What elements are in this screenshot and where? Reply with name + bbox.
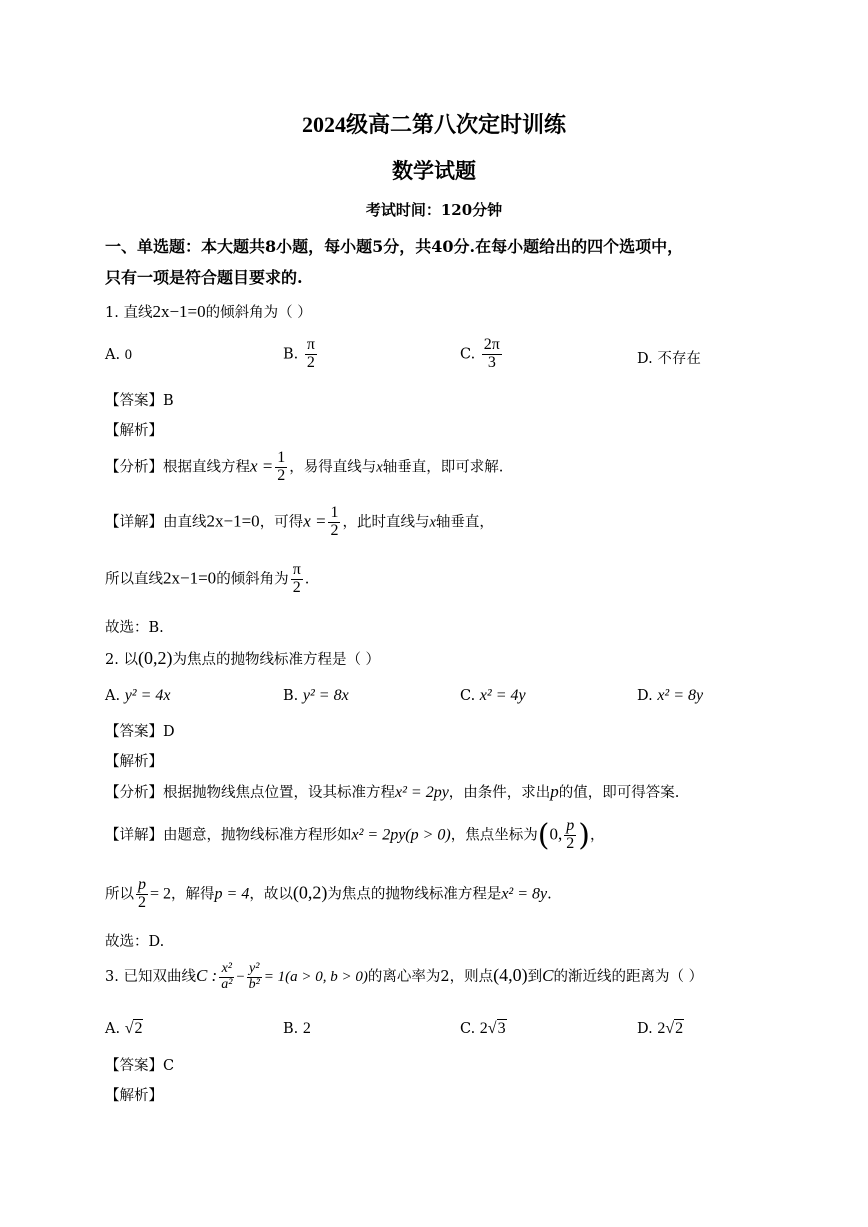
q1-xiangjie-num: 1 xyxy=(330,504,339,521)
section-heading-line1: 一、单选题：本大题共8小题，每小题5分，共40分.在每小题给出的四个选项中， xyxy=(105,237,684,256)
q2-xiangjie-den: 2 xyxy=(566,835,575,852)
q1-option-b-fraction xyxy=(305,337,317,372)
q3-stem-cond: = 1(a > 0, b > 0) xyxy=(263,969,368,986)
q3-option-a-label: A. xyxy=(105,1021,121,1037)
q2-fenxi xyxy=(105,781,679,802)
q1-fenxi xyxy=(105,450,503,485)
q1-option-a-label: A. xyxy=(105,347,121,363)
q2-suoyi-mid: ，解得 xyxy=(171,886,215,903)
q3-answer: 【答案】C xyxy=(105,1058,175,1074)
q3-option-c-label: C. xyxy=(460,1021,476,1037)
q1-stem-prefix: 直线 xyxy=(123,305,153,321)
q2-suoyi-mid3: 为焦点的抛物线标准方程是 xyxy=(327,886,502,903)
q2-xiangjie-eq: x² = 2py(p > 0) xyxy=(351,826,451,844)
q1-option-c-fraction xyxy=(482,337,502,372)
q3-option-d-coef: 2 xyxy=(657,1020,666,1037)
q2-option-a-label: A. xyxy=(105,688,121,704)
q1-option-c xyxy=(460,337,504,372)
q1-stem xyxy=(105,301,312,322)
q3-option-d-radicand: 2 xyxy=(675,1020,684,1037)
q2-option-d-value: x² = 8y xyxy=(657,687,704,704)
q1-suoyi-mid: 的倾斜角为 xyxy=(216,571,289,588)
q2-option-b-value: y² = 8x xyxy=(302,687,349,704)
q2-option-d-label: D. xyxy=(637,688,653,704)
q1-option-c-num: 2π xyxy=(483,336,500,353)
q2-stem xyxy=(105,648,380,669)
q2-xiangjie-num: p xyxy=(566,817,575,835)
q3-option-c-coef: 2 xyxy=(479,1020,488,1037)
q1-guxuan: 故选：B. xyxy=(105,620,164,636)
q3-analysis-label: 【解析】 xyxy=(105,1088,163,1104)
exam-time: 考试时间：120分钟 xyxy=(365,201,503,219)
q2-suoyi-den: 2 xyxy=(138,893,146,911)
q2-stem-suffix: 为焦点的抛物线标准方程是（ ） xyxy=(172,652,381,668)
q1-fenxi-den: 2 xyxy=(277,466,286,484)
q1-suoyi-den: 2 xyxy=(292,578,301,596)
q1-suoyi-fraction xyxy=(291,562,303,597)
q2-fenxi-var: p xyxy=(550,782,559,801)
q1-xiangjie-var: x xyxy=(429,514,436,531)
q2-number: 2. xyxy=(105,652,119,668)
document-title: 2024级高二第八次定时训练 xyxy=(301,112,566,137)
q1-fenxi-var: x xyxy=(376,459,383,476)
q3-option-b-value: 2 xyxy=(302,1020,311,1037)
q2-suoyi-p: p = 4 xyxy=(214,885,250,903)
q1-xiangjie-suffix: 轴垂直， xyxy=(435,514,494,531)
q3-stem-frac1-den: a² xyxy=(221,976,233,992)
q3-stem-frac2-den: b² xyxy=(248,976,260,992)
q1-fenxi-fraction xyxy=(275,450,287,485)
q2-option-a xyxy=(105,687,171,705)
q1-suoyi-end: . xyxy=(304,571,310,588)
q1-number: 1. xyxy=(105,305,119,321)
q2-xiangjie-paren-right: ) xyxy=(578,818,590,853)
q1-fenxi-eq: x = xyxy=(250,456,274,476)
document-subtitle: 数学试题 xyxy=(392,158,476,183)
q2-analysis-label: 【解析】 xyxy=(105,754,163,770)
q1-xiangjie-mid: ，可得 xyxy=(259,514,304,531)
q3-option-d-label: D. xyxy=(637,1021,653,1037)
q3-stem-prefix: 已知双曲线 xyxy=(123,969,196,986)
section-heading-line2: 只有一项是符合题目要求的. xyxy=(105,268,303,287)
q1-option-b-den: 2 xyxy=(306,353,315,371)
q2-suoyi-end: . xyxy=(547,886,552,903)
q2-xiangjie-end: ， xyxy=(589,827,605,844)
q1-xiangjie-fraction xyxy=(328,505,340,540)
q1-fenxi-mid: ，易得直线与 xyxy=(289,459,377,476)
q1-xiangjie-mid2: ，此时直线与 xyxy=(342,514,430,531)
q2-fenxi-suffix: 的值，即可得答案. xyxy=(558,785,680,801)
q3-stem-c: C : xyxy=(195,966,218,986)
q1-option-c-label: C. xyxy=(460,346,476,363)
q3-stem-c2: C xyxy=(542,966,554,986)
q1-xiangjie-den: 2 xyxy=(330,521,339,539)
q1-fenxi-num: 1 xyxy=(277,449,286,466)
q2-stem-prefix: 以 xyxy=(123,652,138,668)
q1-option-a-value: 0 xyxy=(124,347,132,363)
q3-stem-frac1 xyxy=(219,962,234,992)
q1-option-a xyxy=(105,347,132,364)
q2-suoyi-point: (0,2) xyxy=(292,882,328,903)
q2-xiangjie-fraction xyxy=(564,818,576,853)
q2-fenxi-eq: x² = 2py xyxy=(395,784,449,801)
q3-stem-mid: 的离心率为2，则点 xyxy=(367,969,494,986)
q1-xiangjie xyxy=(105,505,494,540)
q1-stem-suffix: 的倾斜角为（ ） xyxy=(205,305,312,321)
q3-option-d xyxy=(637,1020,684,1038)
q3-number: 3. xyxy=(105,969,119,986)
q2-suoyi-mid2: ，故以 xyxy=(249,886,293,903)
q1-suoyi-prefix: 所以直线 xyxy=(105,571,163,588)
q2-suoyi-final: x² = 8y xyxy=(501,885,548,903)
q2-fenxi-prefix: 【分析】根据抛物线焦点位置，设其标准方程 xyxy=(105,785,395,801)
q2-option-c xyxy=(460,687,526,705)
q1-xiangjie-eq2: x = xyxy=(303,511,327,531)
q2-xiangjie-pt-left: 0, xyxy=(549,824,563,844)
q1-option-b-num: π xyxy=(306,336,315,353)
q1-option-b-label: B. xyxy=(283,346,299,363)
q2-suoyi xyxy=(105,877,552,912)
q1-answer: 【答案】B xyxy=(105,393,174,409)
q2-stem-point: (0,2) xyxy=(137,648,173,668)
q3-option-c-sqrt: √3 xyxy=(487,1020,506,1037)
q3-option-a xyxy=(105,1020,143,1038)
q3-option-a-sqrt: √2 xyxy=(124,1020,143,1037)
q2-option-c-value: x² = 4y xyxy=(479,687,526,704)
q3-option-b-label: B. xyxy=(283,1021,299,1037)
q3-stem-point: (4,0) xyxy=(493,965,528,986)
q1-suoyi-num: π xyxy=(292,561,301,578)
q2-fenxi-mid: ，由条件，求出 xyxy=(448,785,551,801)
q1-option-d-label: D. xyxy=(637,351,653,367)
q1-option-c-den: 3 xyxy=(487,353,496,371)
q2-xiangjie-paren-left: ( xyxy=(537,818,550,853)
q1-option-d-value: 不存在 xyxy=(657,351,701,367)
q2-xiangjie xyxy=(105,818,604,853)
q3-option-b xyxy=(283,1020,311,1038)
q1-xiangjie-eq: 2x−1=0 xyxy=(206,511,260,531)
q2-guxuan: 故选：D. xyxy=(105,934,165,950)
q2-suoyi-eq: = 2 xyxy=(150,885,172,903)
q3-stem-frac2 xyxy=(247,962,262,992)
q1-stem-eq: 2x−1=0 xyxy=(152,302,206,321)
q2-xiangjie-mid: ，焦点坐标为 xyxy=(450,827,538,844)
q1-fenxi-prefix: 【分析】根据直线方程 xyxy=(105,459,250,476)
q3-option-c-radicand: 3 xyxy=(497,1020,506,1037)
q3-stem xyxy=(105,962,703,992)
q2-option-b-label: B. xyxy=(283,688,299,704)
q3-stem-suffix: 的渐近线的距离为（ ） xyxy=(553,969,704,986)
q2-xiangjie-prefix: 【详解】由题意，抛物线标准方程形如 xyxy=(105,827,352,844)
q2-option-c-label: C. xyxy=(460,688,476,704)
q2-option-a-value: y² = 4x xyxy=(124,687,171,704)
q3-option-d-sqrt: √2 xyxy=(665,1020,684,1037)
q1-xiangjie-prefix: 【详解】由直线 xyxy=(105,514,207,531)
q1-option-b xyxy=(283,337,319,372)
q3-stem-minus: − xyxy=(236,969,245,986)
q2-option-d xyxy=(637,687,703,705)
q3-stem-frac2-num: y² xyxy=(247,962,262,978)
q1-option-d xyxy=(637,347,701,368)
q1-suoyi xyxy=(105,562,309,597)
q2-option-b xyxy=(283,687,349,705)
q1-fenxi-suffix: 轴垂直，即可求解. xyxy=(382,459,504,476)
q3-stem-mid2: 到 xyxy=(527,969,543,986)
q3-option-c xyxy=(460,1020,507,1038)
q3-stem-frac1-num: x² xyxy=(219,962,234,978)
q1-analysis-label: 【解析】 xyxy=(105,423,163,439)
q1-suoyi-eq: 2x−1=0 xyxy=(163,568,217,588)
q2-suoyi-prefix: 所以 xyxy=(105,886,134,903)
q2-answer: 【答案】D xyxy=(105,724,175,740)
q2-suoyi-fraction xyxy=(136,877,148,912)
q3-option-a-radicand: 2 xyxy=(134,1020,143,1037)
q2-suoyi-num: p xyxy=(138,876,146,893)
